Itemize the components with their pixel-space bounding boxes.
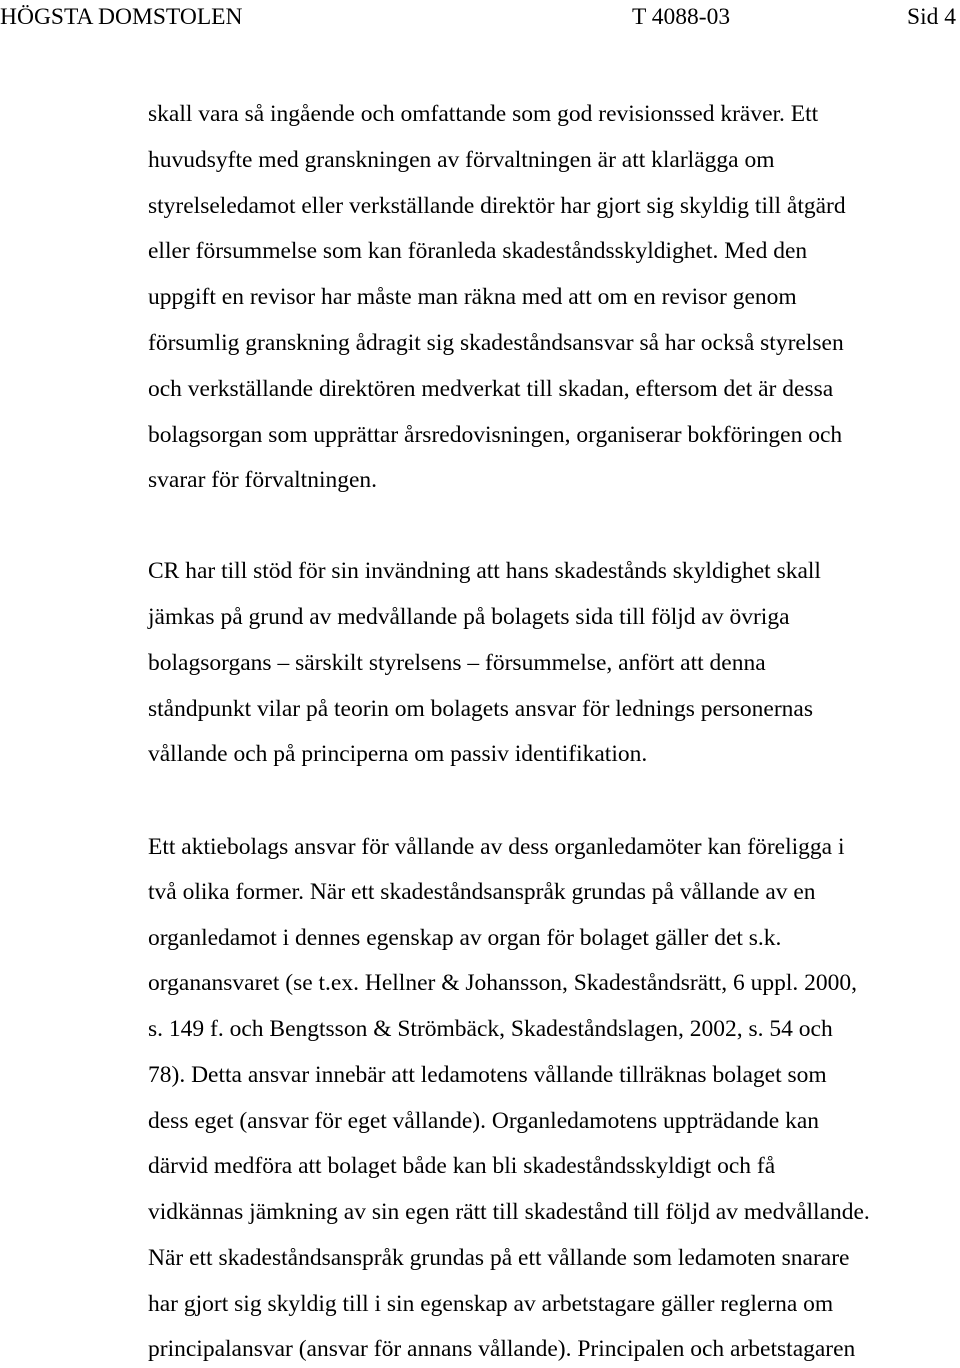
text-line: organledamot i dennes egenskap av organ för bolaget gäller det s.k. (148, 925, 782, 951)
text-line: eller försummelse som kan föranleda skadeståndsskyldighet. Med den (148, 238, 808, 264)
text-line: och verkställande direktören medverkat till skadan, eftersom det är dessa (148, 376, 834, 402)
text-line: dess eget (ansvar för eget vållande). Organledamotens uppträdande kan (148, 1108, 820, 1134)
text-line: huvudsyfte med granskningen av förvaltningen är att klarlägga om (148, 147, 775, 173)
page-header (0, 0, 960, 40)
text-line: ståndpunkt vilar på teorin om bolagets ansvar för lednings personernas (148, 696, 814, 722)
court-name: HÖGSTA DOMSTOLEN (0, 4, 243, 30)
text-line: skall vara så ingående och omfattande som god revisionssed kräver. Ett (148, 101, 819, 127)
text-line: principalansvar (ansvar för annans vållande). Principalen och arbetstagaren (148, 1336, 856, 1362)
text-line: bolagsorgan som upprättar årsredovisningen, organiserar bokföringen och (148, 422, 843, 448)
text-line: CR har till stöd för sin invändning att hans skadestånds skyldighet skall (148, 558, 821, 584)
text-line: jämkas på grund av medvållande på bolagets sida till följd av övriga (148, 604, 790, 630)
text-line: vållande och på principerna om passiv identifikation. (148, 741, 648, 767)
text-line: styrelseledamot eller verkställande direktör har gjort sig skyldig till åtgärd (148, 193, 846, 219)
text-line: svarar för förvaltningen. (148, 467, 378, 493)
text-line: har gjort sig skyldig till i sin egenskap av arbetstagare gäller reglerna om (148, 1291, 834, 1317)
text-line: bolagsorgans – särskilt styrelsens – försummelse, anfört att denna (148, 650, 766, 676)
text-line: När ett skadeståndsanspråk grundas på ett vållande som ledamoten snarare (148, 1245, 850, 1271)
text-line: därvid medföra att bolaget både kan bli skadeståndsskyldigt och få (148, 1153, 776, 1179)
text-line: två olika former. När ett skadeståndsanspråk grundas på vållande av en (148, 879, 816, 905)
case-number: T 4088-03 (632, 4, 731, 30)
text-line: Ett aktiebolags ansvar för vållande av dess organledamöter kan föreligga i (148, 834, 845, 860)
page-number: Sid 4 (907, 4, 956, 30)
text-line: uppgift en revisor har måste man räkna med att om en revisor genom (148, 284, 797, 310)
text-line: försumlig granskning ådragit sig skadeståndsansvar så har också styrelsen (148, 330, 844, 356)
text-line: organansvaret (se t.ex. Hellner & Johansson, Skadeståndsrätt, 6 uppl. 2000, (148, 970, 857, 996)
text-line: s. 149 f. och Bengtsson & Strömbäck, Skadeståndslagen, 2002, s. 54 och (148, 1016, 833, 1042)
text-line: vidkännas jämkning av sin egen rätt till skadestånd till följd av medvållande. (148, 1199, 870, 1225)
text-line: 78). Detta ansvar innebär att ledamotens vållande tillräknas bolaget som (148, 1062, 827, 1088)
